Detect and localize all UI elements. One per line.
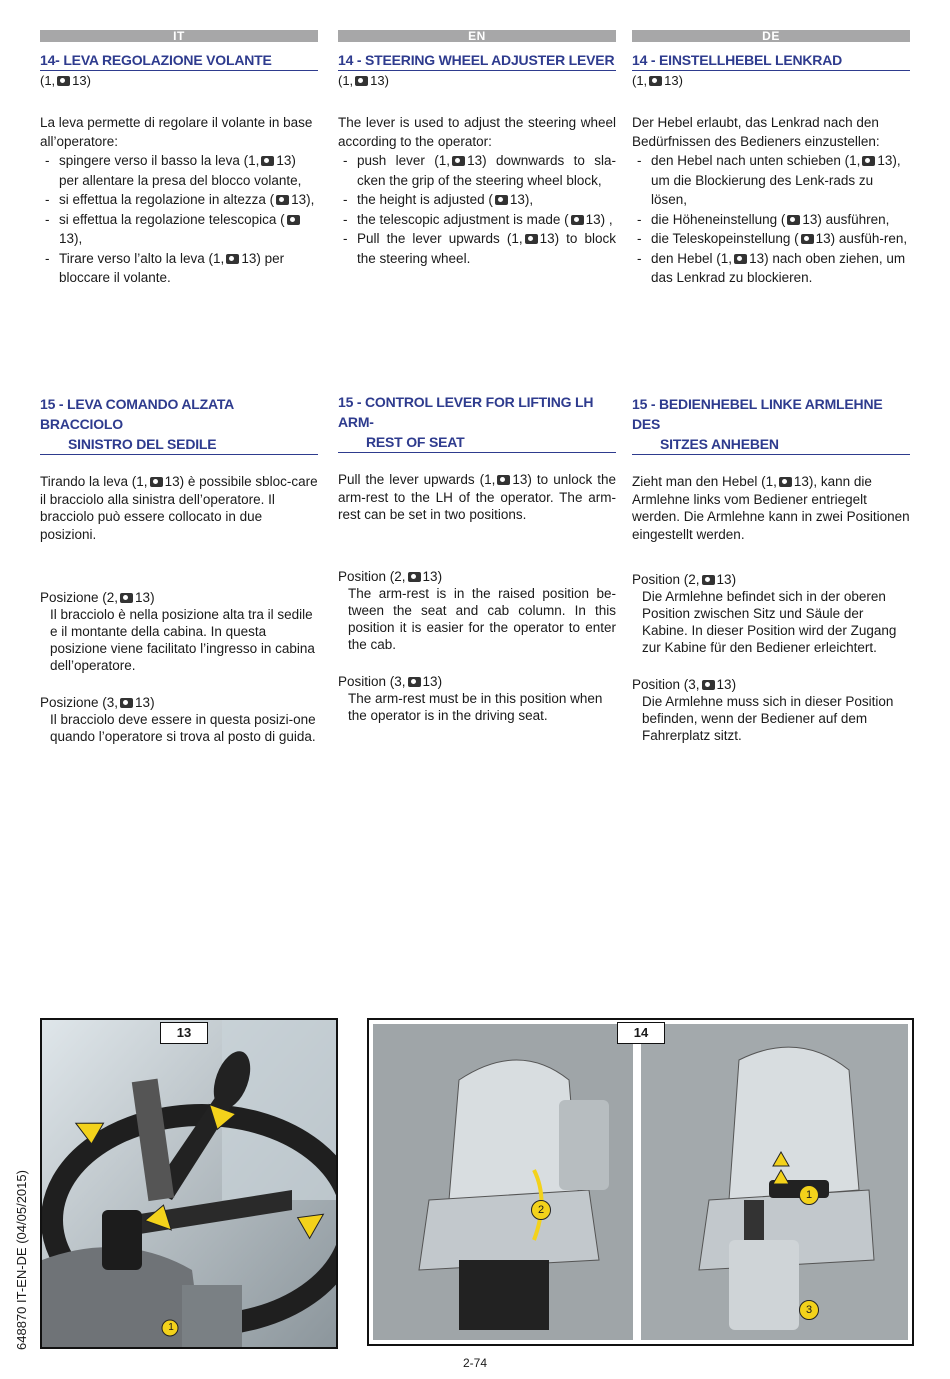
list-item: - Pull the lever upwards (1, 13) to block the steering wheel. — [338, 229, 616, 268]
callout-3: 3 — [799, 1300, 819, 1320]
camera-icon — [261, 156, 274, 166]
camera-icon — [702, 575, 715, 585]
list-item: - spingere verso il basso la leva (1, 13) per allentare la presa del blocco volante, — [40, 151, 318, 190]
document-code: 648870 IT-EN-DE (04/05/2015) — [14, 1170, 29, 1350]
camera-icon — [452, 156, 465, 166]
sec15-pos2-de: Position (2, 13) — [632, 572, 737, 587]
sec15-pos2-it: Posizione (2, 13) — [40, 590, 155, 605]
callout-1: 1 — [168, 1322, 174, 1333]
list-item: - die Teleskopeinstellung ( 13) ausfüh-ren, — [632, 229, 910, 249]
figure-13-label: 13 — [160, 1022, 208, 1044]
sec15-pos3-text-de: Die Armlehne muss sich in dieser Position befinden, wenn der Bediener auf dem Fahrerplatz sitzt. — [642, 694, 894, 743]
sec14-intro-it: La leva permette di regolare il volante in base all’operatore: — [40, 115, 313, 149]
sec15-pos2-text-de: Die Armlehne befindet sich in der oberen Position zwischen Sitz und Säule der Kabine. In dieser Position wird der Zugang zur Kabine für den Bediener erleichtert. — [642, 589, 897, 655]
sec14-title-it: 14- LEVA REGOLAZIONE VOLANTE — [40, 50, 318, 71]
sec15-pos2-en: Position (2, 13) — [338, 568, 443, 584]
sec14-ref-de: (1, 13) — [632, 73, 683, 88]
camera-icon — [787, 215, 800, 225]
camera-icon — [862, 156, 875, 166]
camera-icon — [408, 572, 421, 582]
sec15-title-de: 15 - BEDIENHEBEL LINKE ARMLEHNE DES SITZES ANHEBEN — [632, 394, 910, 455]
camera-icon — [408, 677, 421, 687]
sec14-title-en: 14 - STEERING WHEEL ADJUSTER LEVER — [338, 50, 616, 71]
list-item: - si effettua la regolazione telescopica (13), — [40, 210, 318, 249]
figure-14-label: 14 — [617, 1022, 665, 1044]
figure-14-seat-armrest — [367, 1018, 914, 1346]
sec14-list-en — [338, 151, 616, 268]
camera-icon — [150, 477, 163, 487]
sec14-title-de: 14 - EINSTELLHEBEL LENKRAD — [632, 50, 910, 71]
sec15-en — [338, 384, 616, 724]
sec15-title-it: 15 - LEVA COMANDO ALZATA BRACCIOLO SINISTRO DEL SEDILE — [40, 394, 318, 455]
column-en — [338, 30, 616, 268]
lang-header-it: IT — [40, 30, 318, 42]
camera-icon — [276, 195, 289, 205]
list-item: - the telescopic adjustment is made ( 13) , — [338, 210, 616, 230]
camera-icon — [649, 76, 662, 86]
camera-icon — [497, 475, 510, 485]
sec15-intro-de: Zieht man den Hebel (1, 13), kann die Armlehne links vom Bediener entriegelt werden. Die Armlehne kann in zwei Positionen eingestellt werden. — [632, 474, 910, 542]
camera-icon — [525, 234, 538, 244]
sec14-list-it — [40, 151, 318, 288]
sec15-pos3-it: Posizione (3, 13) — [40, 695, 155, 710]
camera-icon — [779, 477, 792, 487]
sec15-pos3-en: Position (3, 13) — [338, 673, 443, 689]
camera-icon — [734, 254, 747, 264]
sec15-pos3-text-it: Il bracciolo deve essere in questa posizi-one quando l’operatore si trova al posto di guida. — [50, 712, 316, 744]
lang-header-en: EN — [338, 30, 616, 42]
list-item: - den Hebel (1, 13) nach oben ziehen, um das Lenkrad zu blockieren. — [632, 249, 910, 288]
list-item: - Tirare verso l’alto la leva (1, 13) per bloccare il volante. — [40, 249, 318, 288]
camera-icon — [226, 254, 239, 264]
sec14-list-de — [632, 151, 910, 288]
figure-13-steering-wheel — [40, 1018, 338, 1349]
list-item: - die Höheneinstellung ( 13) ausführen, — [632, 210, 910, 230]
sec15-it — [40, 386, 318, 745]
camera-icon — [495, 195, 508, 205]
camera-icon — [801, 234, 814, 244]
callout-1-fig14: 1 — [799, 1185, 819, 1205]
sec15-pos3-de: Position (3, 13) — [632, 677, 737, 692]
sec14-intro-de: Der Hebel erlaubt, das Lenkrad nach den Bedürfnissen des Bedieners einzustellen: — [632, 115, 880, 149]
sec15-intro-en: Pull the lever upwards (1, 13) to unlock the arm-rest to the LH of the operator. The arm-rest can be set in two positions. — [338, 472, 616, 522]
camera-icon — [571, 215, 584, 225]
list-item: - push lever (1, 13) downwards to sla-cken the grip of the steering wheel block, — [338, 151, 616, 190]
list-item: - den Hebel nach unten schieben (1, 13), um die Blockierung des Lenk-rads zu lösen, — [632, 151, 910, 210]
lang-header-de: DE — [632, 30, 910, 42]
camera-icon — [120, 593, 133, 603]
list-item: - the height is adjusted ( 13), — [338, 190, 616, 210]
sec15-pos2-text-it: Il bracciolo è nella posizione alta tra il sedile e il montante della cabina. In questa posizione viene facilitato l’ingresso in cabina dell’operatore. — [50, 607, 315, 673]
sec15-intro-it: Tirando la leva (1, 13) è possibile sbloc-care il bracciolo alla sinistra dell’operatore. Il bracciolo può essere collocato in due posizioni. — [40, 474, 318, 542]
steering-wheel-photo — [42, 1020, 336, 1347]
camera-icon — [702, 680, 715, 690]
camera-icon — [120, 698, 133, 708]
sec15-pos3-text-en: The arm-rest must be in this position when the operator is in the driving seat. — [348, 690, 603, 723]
sec14-intro-en: The lever is used to adjust the steering wheel according to the operator: — [338, 115, 616, 149]
sec15-pos2-text-en: The arm-rest is in the raised position be-tween the seat and cab column. In this position it is easier for the operator to enter the cab. — [348, 585, 616, 652]
sec15-title-en: 15 - CONTROL LEVER FOR LIFTING LH ARM- REST OF SEAT — [338, 392, 616, 453]
camera-icon — [57, 76, 70, 86]
list-item: - si effettua la regolazione in altezza ( 13), — [40, 190, 318, 210]
sec14-ref-en: (1, 13) — [338, 73, 389, 88]
sec14-ref-it: (1, 13) — [40, 73, 91, 88]
camera-icon — [355, 76, 368, 86]
column-it — [40, 30, 318, 288]
column-de — [632, 30, 910, 288]
camera-icon — [287, 215, 300, 225]
sec15-de — [632, 386, 910, 744]
page-number: 2-74 — [462, 1356, 488, 1370]
seat-photos — [369, 1020, 912, 1344]
callout-2: 2 — [531, 1200, 551, 1220]
